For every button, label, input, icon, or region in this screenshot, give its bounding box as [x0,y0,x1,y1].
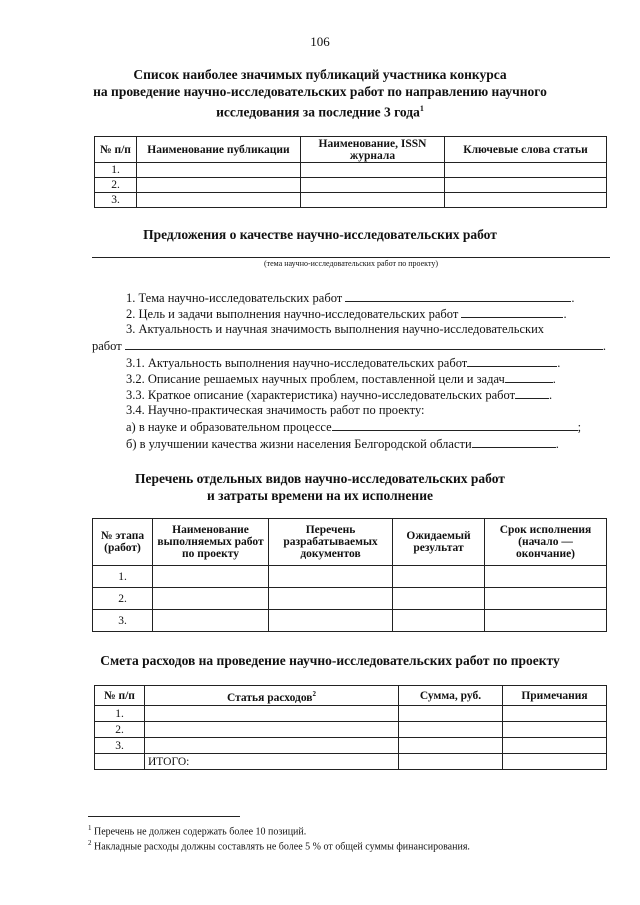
table-cell[interactable] [301,193,445,208]
title-line: и затраты времени на их исполнение [207,488,433,503]
item-b: б) в улучшении качества жизни населения Белгородской области . [126,437,559,451]
fill-line[interactable] [345,290,571,302]
table-row [95,178,607,193]
table-row [95,706,607,722]
table-cell[interactable] [399,722,503,738]
col-header: Наименование, ISSN журнала [301,137,445,163]
footnote-2: $^2$ Накладные расходы должны составлять не более 5 % от общей суммы финансирования. [88,839,470,853]
fill-line[interactable] [515,387,549,399]
col-header: Примечания [503,686,607,706]
table-cell[interactable] [393,588,485,610]
footnote-1: $^1$ Перечень не должен содержать более 10 позиций. [88,824,307,838]
table-cell[interactable] [137,163,301,178]
table-row [95,163,607,178]
footnote-mark: 1 [419,104,424,113]
table-cell [95,754,145,770]
table-cell[interactable] [153,566,269,588]
stages-title [60,470,580,504]
fill-line[interactable] [505,371,553,383]
quality-title: Предложения о качестве научно-исследовательских работ [143,227,497,242]
table-row [95,738,607,754]
table-cell[interactable] [485,588,607,610]
fill-line[interactable] [472,436,556,448]
row-number: 2. [95,178,137,193]
table-row [93,588,607,610]
table-row [93,610,607,632]
item-3-1: 3.1. Актуальность выполнения научно-исследовательских работ . [126,356,561,370]
col-header: Сумма, руб. [399,686,503,706]
item-relevance: 3. Актуальность и научная значимость выполнения научно-исследовательских [126,322,545,336]
table-cell[interactable] [145,738,399,754]
col-header: № п/п [95,686,145,706]
row-number: 3. [95,738,145,754]
publications-title [60,66,580,121]
row-number: 2. [93,588,153,610]
fill-line[interactable] [332,419,578,431]
col-header: № п/п [95,137,137,163]
total-label: ИТОГО: [145,754,399,770]
stages-table [92,518,607,632]
table-cell[interactable] [393,610,485,632]
item-goals: 2. Цель и задачи выполнения научно-исследовательских работ . [126,307,567,321]
title-line: Перечень отдельных видов научно-исследовательских работ [135,471,505,486]
table-cell[interactable] [445,178,607,193]
col-header: Ключевые слова статьи [445,137,607,163]
item-topic: 1. Тема научно-исследовательских работ . [126,291,575,305]
table-cell[interactable] [399,706,503,722]
table-cell[interactable] [393,566,485,588]
title-line: на проведение научно-исследовательских работ по направлению научного [93,84,547,99]
row-number: 1. [93,566,153,588]
table-cell[interactable] [399,754,503,770]
table-cell[interactable] [485,566,607,588]
budget-title: Смета расходов на проведение научно-исследовательских работ по проекту [100,653,560,668]
title-line: Список наиболее значимых публикаций участника конкурса [133,67,507,82]
item-3-3: 3.3. Краткое описание (характеристика) научно-исследовательских работ . [126,388,553,402]
table-cell[interactable] [301,178,445,193]
table-cell[interactable] [485,610,607,632]
row-number: 1. [95,706,145,722]
col-header: Наименование выполняемых работ по проекту [153,519,269,566]
table-cell[interactable] [445,193,607,208]
fill-line[interactable] [461,306,563,318]
table-cell[interactable] [269,566,393,588]
table-cell[interactable] [445,163,607,178]
fill-line[interactable] [467,355,557,367]
footnote-mark: 2 [88,839,92,847]
item-3-4: 3.4. Научно-практическая значимость работ по проекту: [126,403,425,417]
table-cell[interactable] [137,193,301,208]
table-cell[interactable] [145,722,399,738]
table-cell[interactable] [301,163,445,178]
table-cell[interactable] [137,178,301,193]
table-row [93,566,607,588]
topic-caption: (тема научно-исследовательских работ по проекту) [263,259,439,268]
table-cell[interactable] [503,754,607,770]
row-number: 1. [95,163,137,178]
col-header: Перечень разрабатываемых документов [269,519,393,566]
table-cell[interactable] [503,706,607,722]
table-row [95,193,607,208]
table-cell[interactable] [153,610,269,632]
footnote-mark: 1 [88,824,92,832]
item-relevance-cont: работ . [92,339,606,353]
title-line: исследования за последние 3 года$^1$ [216,104,424,120]
row-number: 3. [93,610,153,632]
item-3-2: 3.2. Описание решаемых научных проблем, поставленной цели и задач . [126,372,556,386]
table-cell[interactable] [269,588,393,610]
table-cell[interactable] [153,588,269,610]
topic-line[interactable] [92,257,610,258]
col-header: Наименование публикации [137,137,301,163]
col-header: Срок исполнения (начало — окончание) [485,519,607,566]
footnote-divider [88,816,240,817]
col-header: Статья расходов$^2$ [145,686,399,706]
footnote-mark: 2 [312,689,317,698]
fill-line[interactable] [125,338,603,350]
table-cell[interactable] [503,722,607,738]
budget-table [94,685,607,770]
row-number: 2. [95,722,145,738]
publications-table [94,136,607,208]
row-number: 3. [95,193,137,208]
table-row [95,754,607,770]
table-cell[interactable] [399,738,503,754]
table-cell[interactable] [503,738,607,754]
table-row [95,722,607,738]
table-cell[interactable] [145,706,399,722]
item-a: а) в науке и образовательном процессе ; [126,420,582,434]
page-number: 106 [310,34,330,49]
table-cell[interactable] [269,610,393,632]
col-header: № этапа (работ) [93,519,153,566]
col-header: Ожидаемый результат [393,519,485,566]
